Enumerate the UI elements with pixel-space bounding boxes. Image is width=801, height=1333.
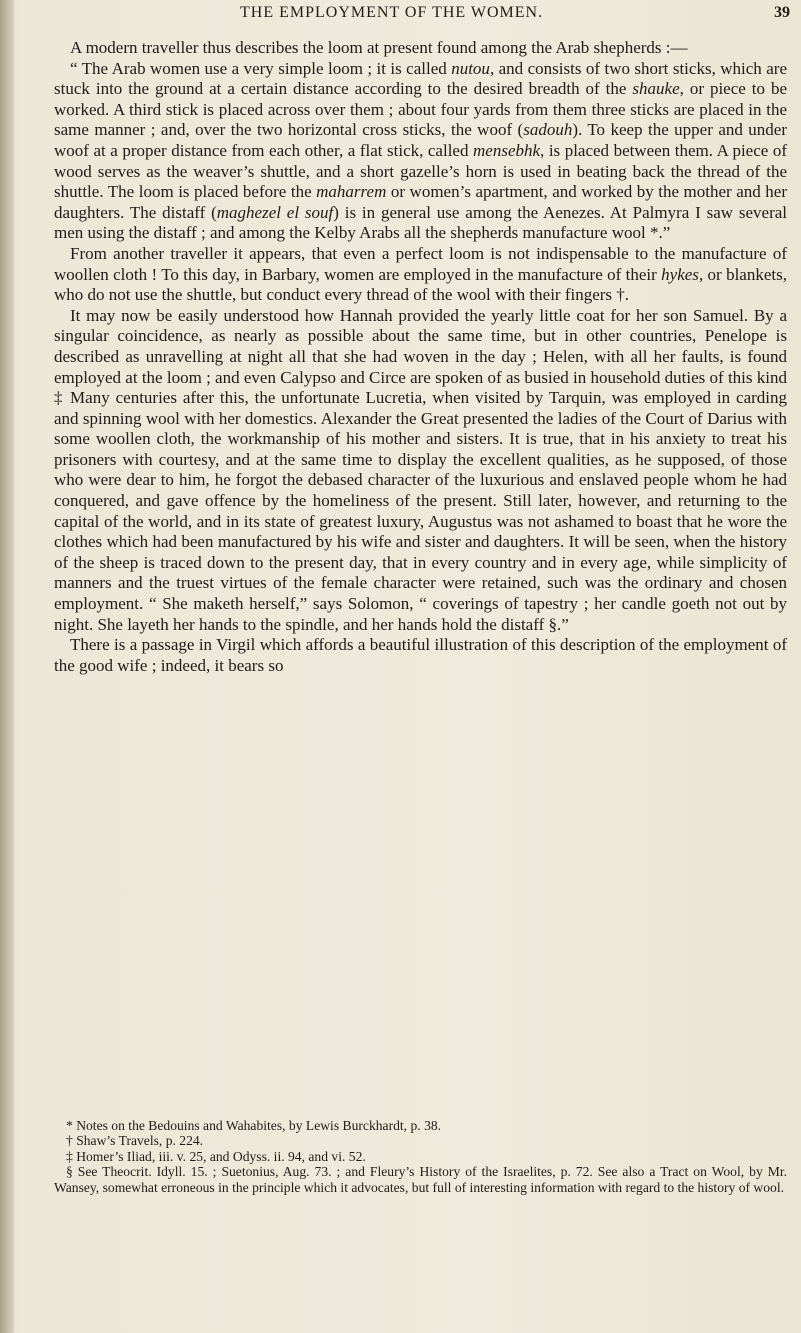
text-run: , or blankets, who do not use the shuttle, but conduct every thread of the wool with their fingers †. [54,264,787,305]
text-run: “ The Arab women use a very simple loom ; it is called [70,58,452,78]
paragraph [54,244,787,306]
page-number: 39 [774,4,790,21]
footnote: ‡ Homer’s Iliad, iii. v. 25, and Odyss. ii. 94, and vi. 52. [66,1148,366,1164]
text-run: , is placed between them. A piece of wood serves as the weaver’s shuttle, and a short gazelle’s horn is used in beating back the thread of the shuttle. The loom is placed before the [54,140,788,202]
text-run: There is a passage in Virgil which affords a beautiful illustration of this description of the employment of the good wife ; indeed, it bears so [54,635,787,675]
text-run: ). To keep the upper and under woof at a proper distance from each other, a flat stick, called [54,120,787,160]
paragraph [54,635,787,676]
text-run: , or piece to be worked. A third stick is placed across over them ; about four yards from them three sticks are placed in the same manner ; and, over the two horizontal cross sticks, the woof ( [54,79,787,140]
footnote: * Notes on the Bedouins and Wahabites, by Lewis Burckhardt, p. 38. [66,1118,442,1133]
text-run: A modern traveller thus describes the loom at present found among the Arab shepherds :— [70,38,688,57]
page-gutter [0,0,14,1333]
footnotes [54,1118,787,1195]
body-text [54,38,787,676]
text-run: , and consists of two short sticks, which are stuck into the ground at a certain distance according to the desired breadth of the [54,58,787,99]
paragraph [54,59,787,244]
italic-term: shauke [632,79,680,99]
footnote: § See Theocrit. Idyll. 15. ; Suetonius, Aug. 73. ; and Fleury’s History of the Israelites, p. 72. See also a Tract on Wool, by Mr. Wansey, somewhat erroneous in the principle which it advocates, but full of interesting information with regard to the history of wool. [54,1164,787,1195]
running-head: THE EMPLOYMENT OF THE WOMEN. [240,4,544,21]
italic-term: sadouh [523,120,573,140]
italic-term: maharrem [316,182,387,202]
italic-term: nutou [451,58,490,78]
paragraph [54,38,787,59]
italic-term: maghezel el souf [216,202,334,222]
text-run: or women’s apartment, and worked by the mother and her daughters. The distaff ( [54,182,787,222]
text-run: From another traveller it appears, that even a perfect loom is not indispensable to the manufacture of woollen cloth ! To this day, in Barbary, women are employed in the manufacture of their [54,243,787,284]
italic-term: hykes [661,264,699,284]
paragraph [54,306,787,636]
text-run: ) is in general use among the Aenezes. At Palmyra I saw several men using the distaff ; and among the Kelby Arabs all the shepherds manufacture wool *.” [54,202,787,243]
footnote: † Shaw’s Travels, p. 224. [66,1133,204,1149]
italic-term: mensebhk [473,140,541,160]
page-header [40,2,790,28]
text-run: It may now be easily understood how Hannah provided the yearly little coat for her son Samuel. By a singular coincidence, as nearly as possible about the same time, but in other countries, Penelope is described as unravelling at night all that she had woven in the day ; Helen, with all her faults, is found employed at the loom ; and even Calypso and Circe are spoken of as busied in household duties of this kind ‡ Many centuries after this, the unfortunate Lucretia, when visited by Tarquin, was employed in carding and spinning wool with her domestics. Alexander the Great presented the ladies of the Court of Darius with some woollen cloth, the workmanship of his mother and sisters. It is true, that in his anxiety to treat his prisoners with courtesy, and at the same time to display the excellent qualities, as he supposed, of those who were dear to him, he forgot the debased character of the luxurious and enslaved people whom he had conquered, and gave offence by the homeliness of the present. Still later, however, and returning to the capital of the world, and in its state of greatest luxury, Augustus was not ashamed to boast that he wore the clothes which had been manufactured by his wife and sister and daughters. It will be seen, when the history of the sheep is traced down to the present day, that in every country and in every age, while simplicity of manners and the truest virtues of the female character were retained, such was the ordinary and chosen employment. “ She maketh herself,” says Solomon, “ coverings of tapestry ; her candle goeth not out by night. She layeth her hands to the spindle, and her hands hold the distaff §.” [54,305,787,634]
